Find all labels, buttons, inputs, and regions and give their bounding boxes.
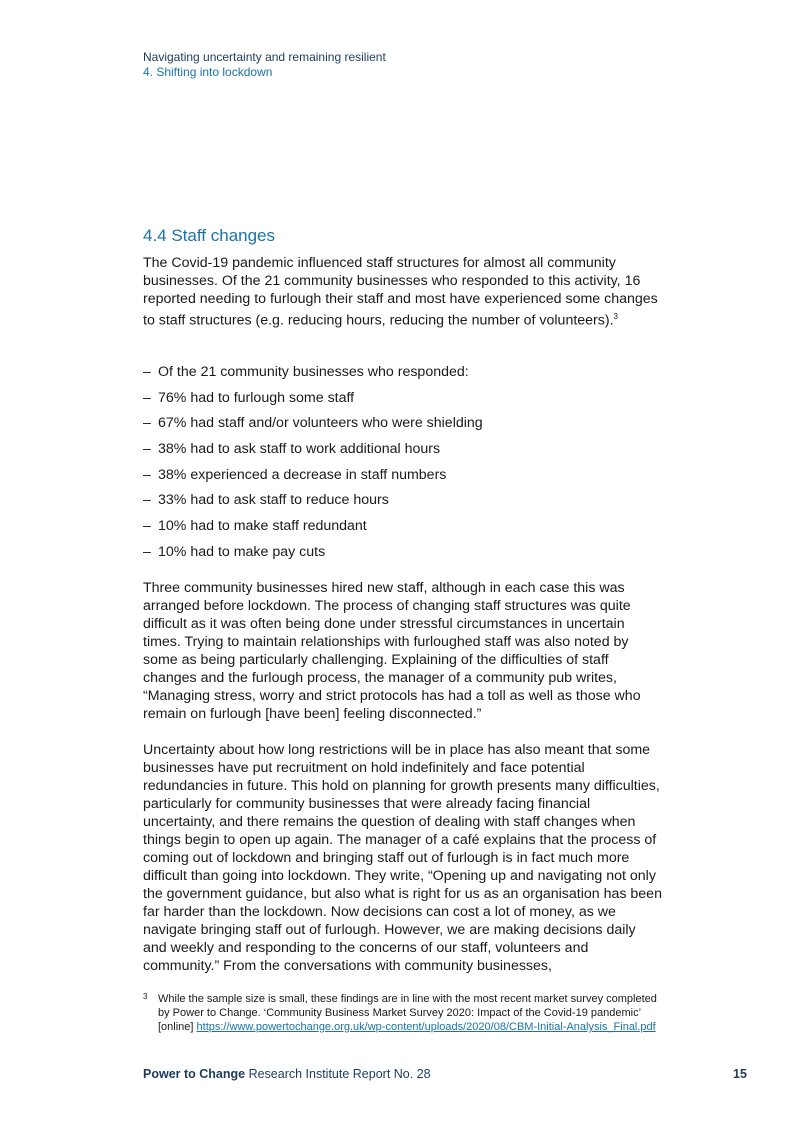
footnote-text: While the sample size is small, these findings are in line with the most recent market survey completed by Power to Change. ‘Community Business Market Survey 2020: Impact of the Covid-19 pandemic’ [online]	[158, 993, 657, 1033]
findings-list	[143, 363, 483, 569]
running-header	[143, 50, 386, 80]
list-item: – 38% had to ask staff to work additional hours	[143, 441, 441, 458]
footnote	[143, 992, 663, 1034]
list-item: – 76% had to furlough some staff	[143, 389, 355, 406]
body-paragraph-2: Three community businesses hired new staff, although in each case this was arranged before lockdown. The process of changing staff structures was quite difficult as it was often being done under stressful circumstances in uncertain times. Trying to maintain relationships with furloughed staff was also noted by some as being particularly challenging. Explaining of the difficulties of staff changes and the furlough process, the manager of a community pub writes, “Managing stress, worry and strict protocols has had a toll as well as those who remain on furlough [have been] feeling disconnected.”	[143, 580, 641, 722]
footnote-number: 3	[143, 992, 148, 1001]
list-item: – 38% experienced a decrease in staff numbers	[143, 466, 447, 483]
body-paragraph-3: Uncertainty about how long restrictions will be in place has also meant that some businesses have put recruitment on hold indefinitely and face potential redundancies in future. This hold on planning for growth presents many difficulties, particularly for community businesses that were already facing financial uncertainty, and there remains the question of dealing with staff changes when things begin to open up again. The manager of a café explains that the process of coming out of lockdown and bringing staff out of furlough is in fact much more difficult than going into lockdown. They write, “Opening up and navigating not only the government guidance, but also what is right for us as an organisation has been far harder than the lockdown. Now decisions can cost a lot of money, as we navigate bringing staff out of furlough. However, we are making decisions daily and weekly and responding to the concerns of our staff, volunteers and community.” From the conversations with community businesses,	[143, 742, 662, 974]
header-title: Navigating uncertainty and remaining resilient	[143, 50, 386, 64]
list-item: – 10% had to make pay cuts	[143, 543, 326, 560]
header-subtitle: 4. Shifting into lockdown	[143, 65, 273, 79]
list-item: – 33% had to ask staff to reduce hours	[143, 492, 389, 509]
page-number: 15	[733, 1067, 747, 1081]
footer-brand: Power to Change	[143, 1067, 246, 1081]
list-item: – 67% had staff and/or volunteers who were shielding	[143, 415, 483, 432]
footnote-link[interactable]: https://www.powertochange.org.uk/wp-content/uploads/2020/08/CBM-Initial-Analysis_Final.pdf	[196, 1021, 656, 1033]
list-item: – 10% had to make staff redundant	[143, 518, 367, 535]
footnote-ref[interactable]: 3	[613, 312, 618, 321]
section-heading: 4.4 Staff changes	[143, 226, 276, 245]
intro-text: The Covid-19 pandemic influenced staff structures for almost all community businesses. Of the 21 community businesses who responded to this activity, 16 reported needing to furlough their staff and most have experienced some changes to staff structures (e.g. reducing hours, reducing the number of volunteers).	[143, 255, 658, 329]
page-footer	[143, 1067, 431, 1081]
footer-report: Research Institute Report No. 28	[245, 1067, 431, 1081]
list-item: – Of the 21 community businesses who responded:	[143, 364, 469, 380]
intro-paragraph	[143, 254, 663, 330]
